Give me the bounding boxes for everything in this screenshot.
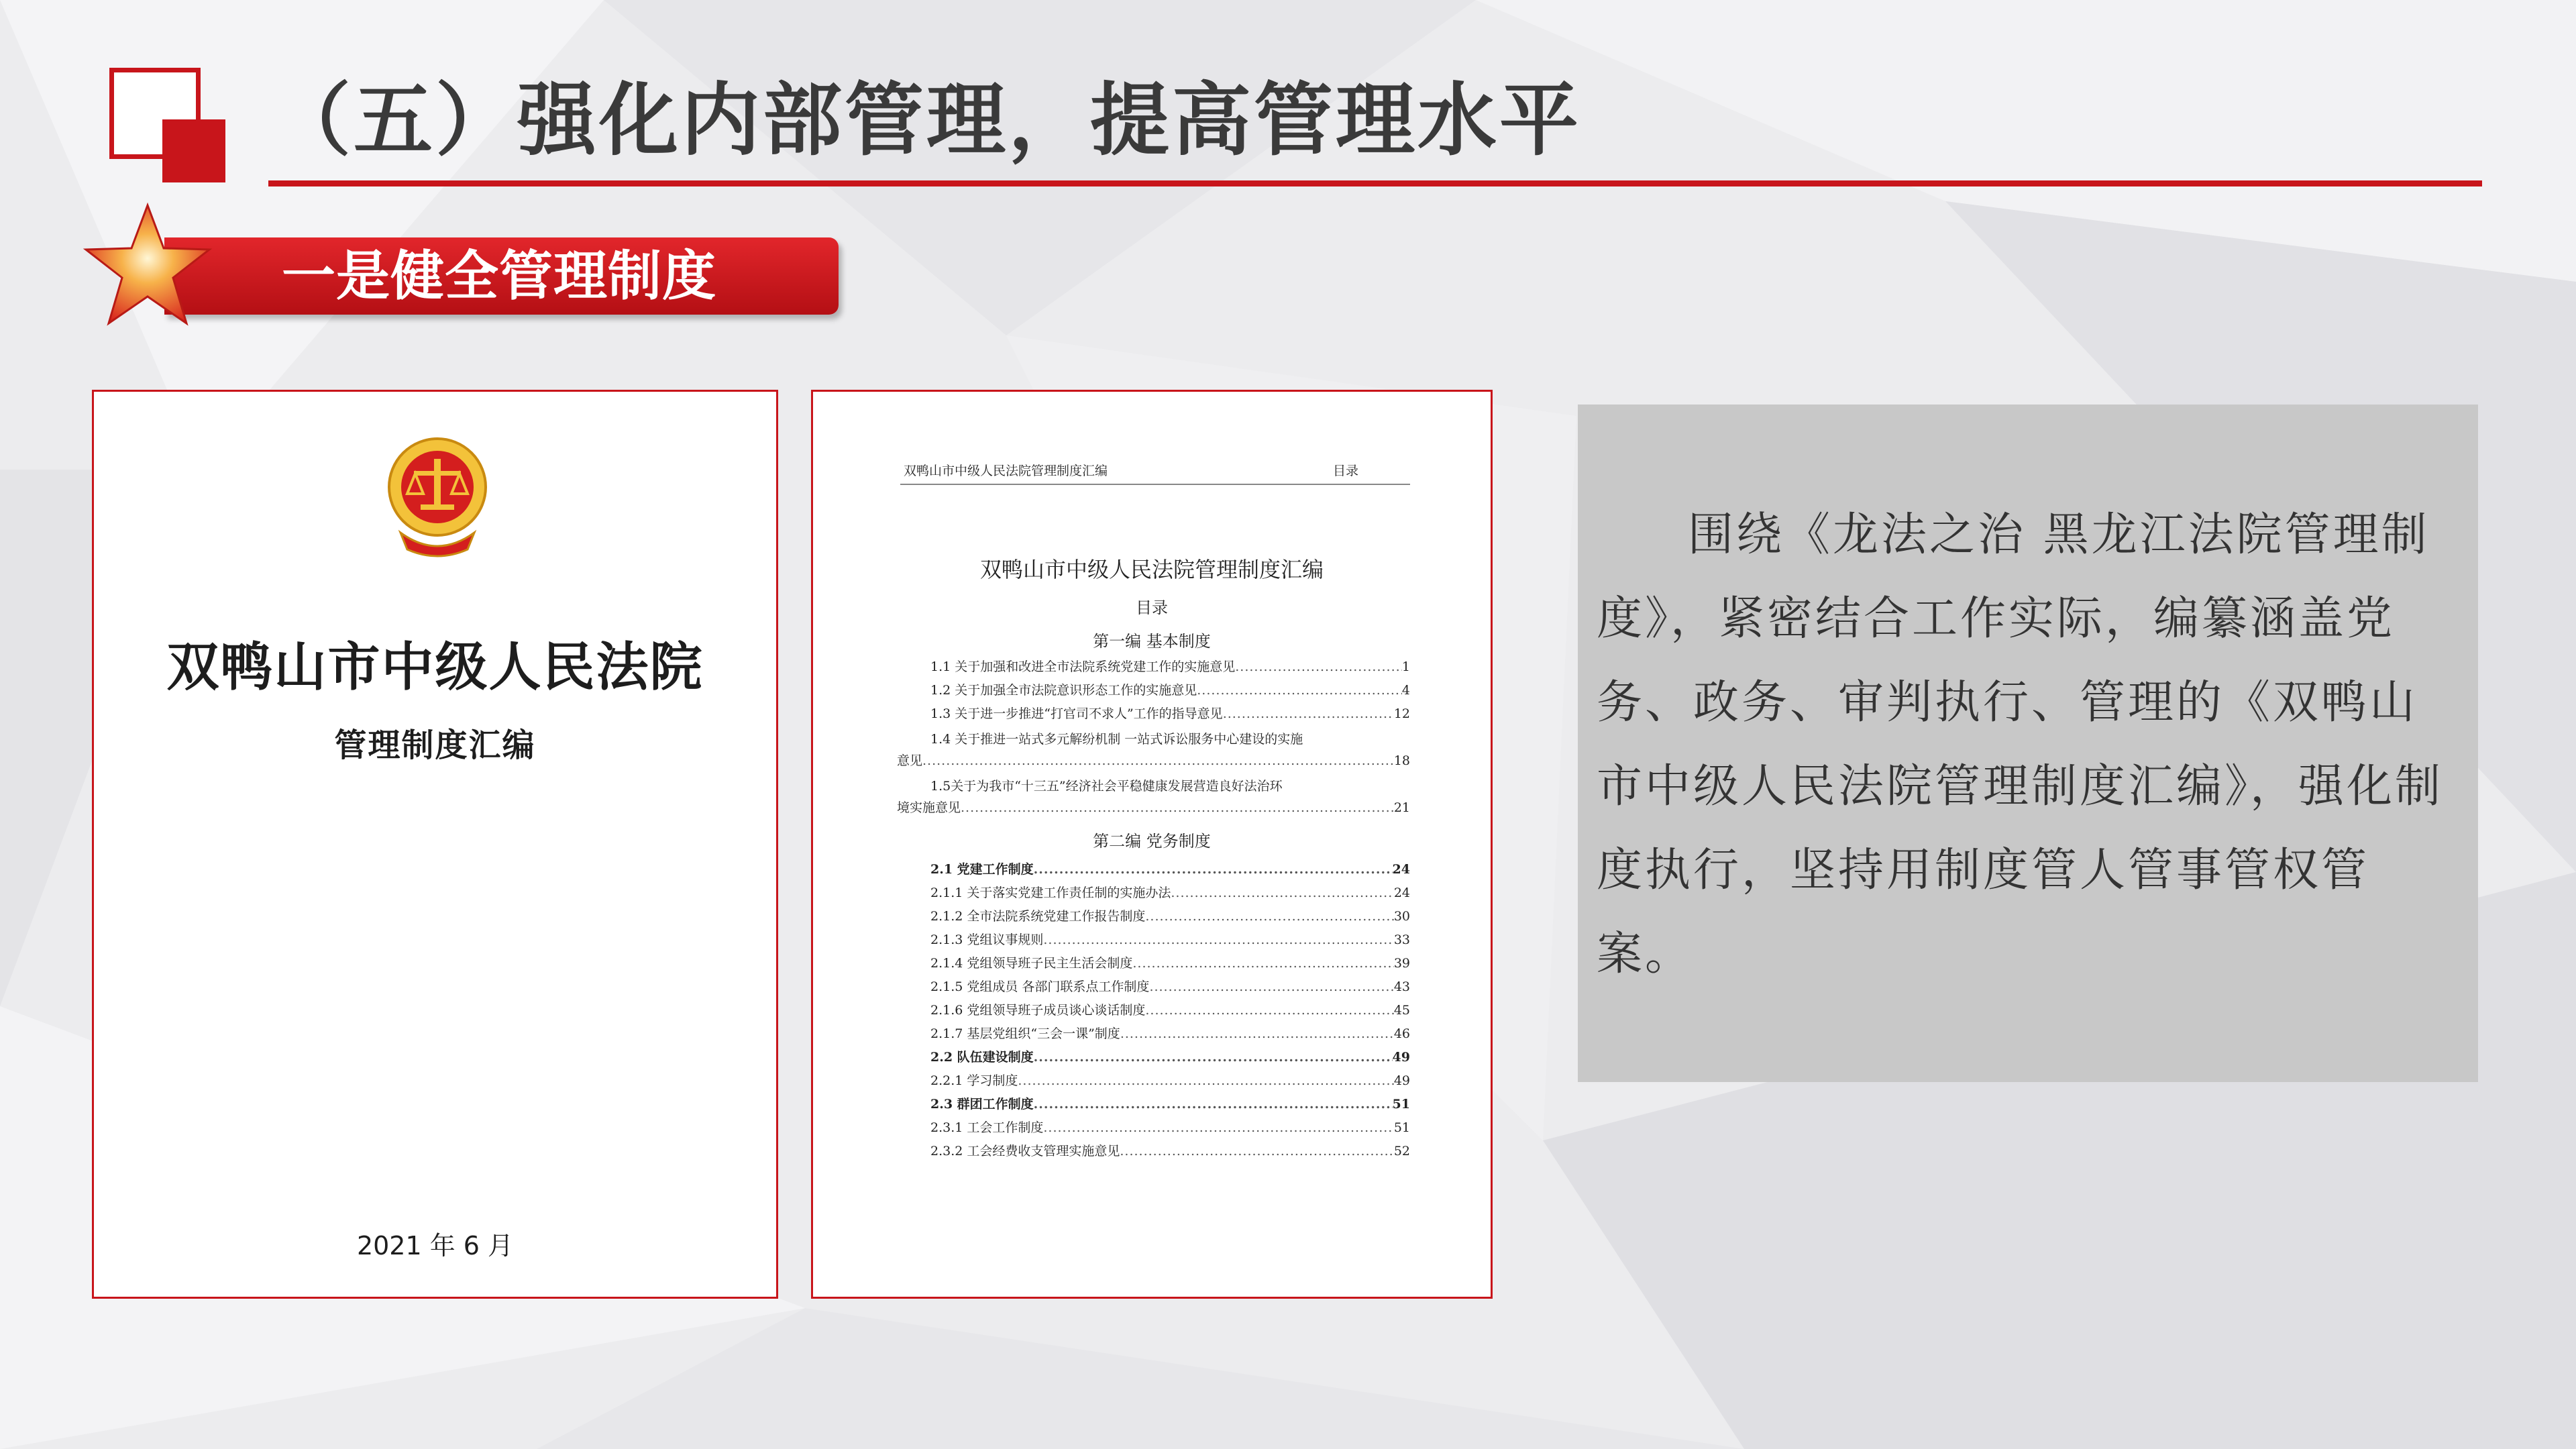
toc-row: 1.2 关于加强全市法院意识形态工作的实施意见 ..... 4 <box>930 682 1410 698</box>
toc-subtitle: 目录 <box>1136 598 1168 617</box>
toc-row: 2.1.1 关于落实党建工作责任制的实施办法 ..... 24 <box>930 885 1410 901</box>
cover-date: 2021 年 6 月 <box>356 1231 514 1260</box>
toc-running-header-right: 目录 <box>1333 464 1359 478</box>
toc-row: 2.1.4 党组领导班子民主生活会制度 ..... 39 <box>930 955 1410 971</box>
section-label: 一是健全管理制度 <box>282 245 716 307</box>
cover-subtitle: 管理制度汇编 <box>334 727 536 764</box>
toc-row: 2.1.3 党组议事规则 ..... 33 <box>930 932 1410 948</box>
star-icon <box>80 199 215 333</box>
toc-row: 1.4 关于推进一站式多元解纷机制 一站式诉讼服务中心建设的实施 <box>930 732 1303 747</box>
toc-title: 双鸭山市中级人民法院管理制度汇编 <box>979 557 1324 582</box>
toc-part-2: 第二编 党务制度 <box>1093 832 1211 851</box>
description-panel <box>1578 405 2478 1082</box>
toc-header-rule <box>900 484 1410 485</box>
page-title: （五）强化内部管理，提高管理水平 <box>272 74 1582 166</box>
logo-square-filled <box>162 119 225 182</box>
toc-row: 2.1.2 全市法院系统党建工作报告制度 ..... 30 <box>930 908 1410 924</box>
toc-row: 1.5关于为我市“十三五”经济社会平稳健康发展营造良好法治环 <box>930 779 1283 794</box>
toc-part-1: 第一编 基本制度 <box>1093 632 1211 651</box>
toc-row: 境实施意见 ..... 21 <box>897 800 1410 816</box>
toc-running-header: 双鸭山市中级人民法院管理制度汇编 <box>904 464 1108 478</box>
toc-row: 2.2 队伍建设制度 ..... 49 <box>930 1049 1410 1065</box>
toc-row: 2.1.5 党组成员 各部门联系点工作制度 ..... 43 <box>930 979 1410 995</box>
toc-row: 2.3.1 工会工作制度 ..... 51 <box>930 1120 1410 1136</box>
cover-document <box>92 390 778 1299</box>
toc-row: 意见 ..... 18 <box>897 753 1410 769</box>
court-emblem-icon <box>380 432 494 559</box>
toc-row: 2.3.2 工会经费收支管理实施意见 ..... 52 <box>930 1143 1410 1159</box>
toc-row: 2.1 党建工作制度 ..... 24 <box>930 861 1410 877</box>
description-text: 围绕《龙法之治 黑龙江法院管理制度》，紧密结合工作实际，编纂涵盖党务、政务、审判执行、管理的《双鸭山市中级人民法院管理制度汇编》，强化制度执行，坚持用制度管人管事管权管案。 <box>1597 508 2444 981</box>
toc-row: 2.2.1 学习制度 ..... 49 <box>930 1073 1410 1089</box>
toc-row: 2.3 群团工作制度 ..... 51 <box>930 1096 1410 1112</box>
cover-court-name: 双鸭山市中级人民法院 <box>166 637 704 698</box>
title-divider <box>268 180 2482 186</box>
toc-row: 1.1 关于加强和改进全市法院系统党建工作的实施意见 ..... 1 <box>930 659 1410 675</box>
toc-document <box>811 390 1493 1299</box>
toc-row: 1.3 关于进一步推进“打官司不求人”工作的指导意见 ..... 12 <box>930 706 1410 722</box>
toc-row: 2.1.7 基层党组织“三会一课”制度 ..... 46 <box>930 1026 1410 1042</box>
toc-row: 2.1.6 党组领导班子成员谈心谈话制度 ..... 45 <box>930 1002 1410 1018</box>
